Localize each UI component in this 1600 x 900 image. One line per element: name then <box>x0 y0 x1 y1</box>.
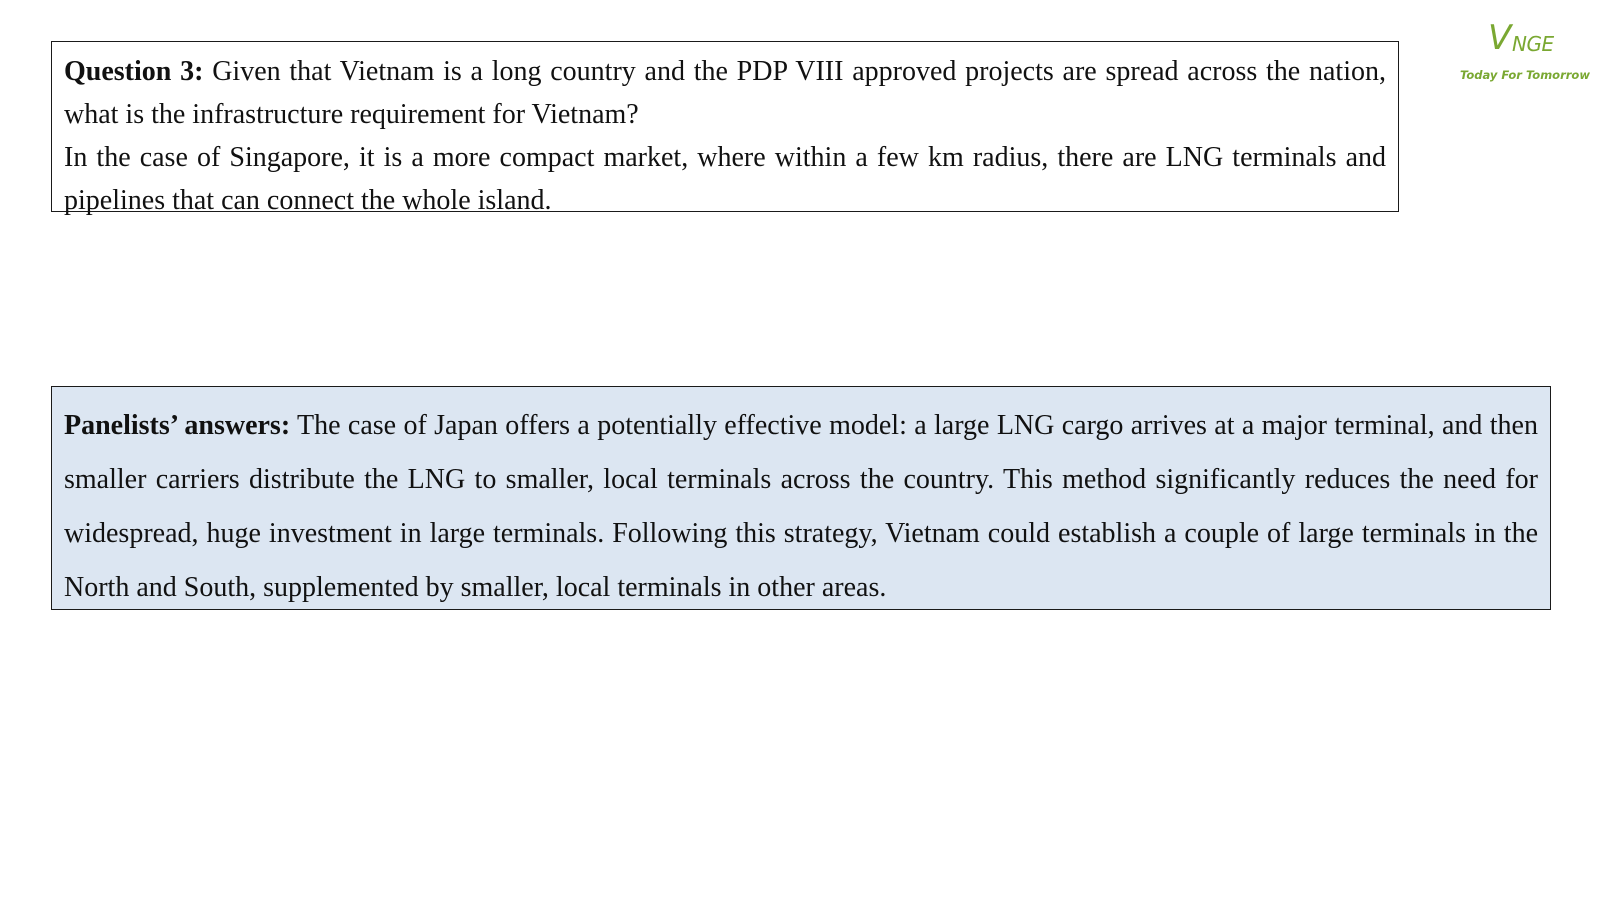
logo-letter-v: V <box>1488 18 1512 58</box>
logo-wordmark <box>1488 16 1568 62</box>
question-box <box>51 41 1399 216</box>
question-label: Question 3: <box>64 56 204 87</box>
logo-tagline: Today For Tomorrow <box>1460 68 1590 82</box>
logo-letters: NGE <box>1512 32 1554 56</box>
answer-text: The case of Japan offers a potentially effective model: a large LNG cargo arrives at a major terminal, and then smaller carriers distribute the LNG to smaller, local terminals across the country. This method significantly reduces the need for widespread, huge investment in large terminals. Following this strategy, Vietnam could establish a couple of large terminals in the North and South, supplemented by smaller, local terminals in other areas. <box>64 410 1538 603</box>
answer-paragraph <box>64 399 1538 615</box>
answer-label: Panelists’ answers: <box>64 410 291 441</box>
vnge-logo <box>1452 16 1592 92</box>
question-context: In the case of Singapore, it is a more compact market, where within a few km radius, there are LNG terminals and pipelines that can connect the whole island. <box>64 142 1386 216</box>
question-paragraph <box>64 50 1386 136</box>
question-text: Given that Vietnam is a long country and the PDP VIII approved projects are spread across the nation, what is the infrastructure requirement for Vietnam? <box>64 56 1386 130</box>
answer-box <box>51 386 1551 610</box>
